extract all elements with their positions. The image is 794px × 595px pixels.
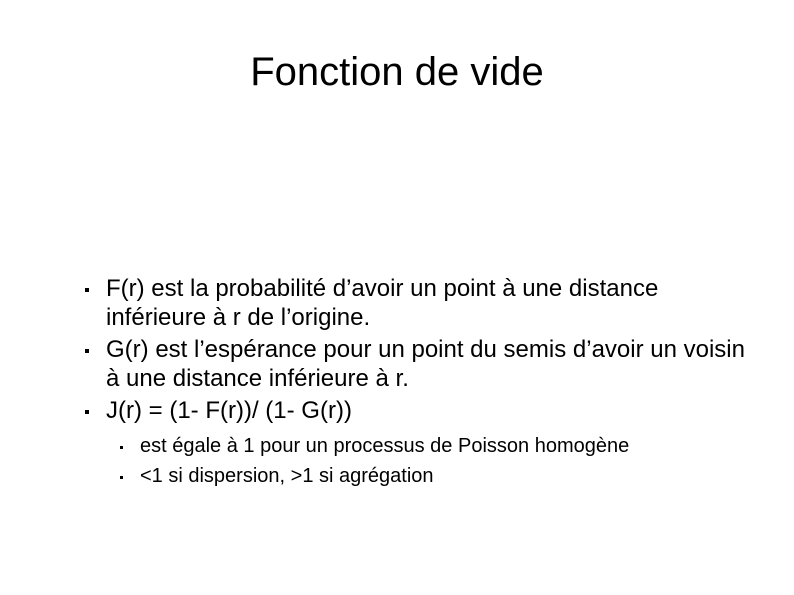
bullet-marker	[85, 349, 89, 353]
sub-bullet-text: est égale à 1 pour un processus de Poisson homogène	[140, 435, 630, 457]
sub-bullet-list	[118, 431, 774, 491]
bullet-marker	[85, 410, 89, 414]
bullet-item-g	[82, 335, 762, 393]
bullet-item-j	[82, 396, 762, 491]
sub-bullet-item-dispersion	[118, 461, 774, 491]
bullet-text: F(r) est la probabilité d’avoir un point à une distance inférieure à r de l’origine.	[106, 275, 659, 331]
bullet-text: G(r) est l’espérance pour un point du semis d’avoir un voisin à une distance inférieure à r.	[106, 336, 745, 392]
sub-bullet-marker	[120, 446, 123, 449]
slide-title: Fonction de vide	[250, 50, 544, 94]
bullet-list	[82, 274, 762, 494]
bullet-item-f	[82, 274, 762, 332]
bullet-marker	[85, 288, 89, 292]
sub-bullet-item-poisson	[118, 431, 774, 461]
sub-bullet-text: <1 si dispersion, >1 si agrégation	[140, 465, 434, 487]
bullet-text: J(r) = (1- F(r))/ (1- G(r))	[106, 397, 352, 424]
sub-bullet-marker	[120, 476, 123, 479]
